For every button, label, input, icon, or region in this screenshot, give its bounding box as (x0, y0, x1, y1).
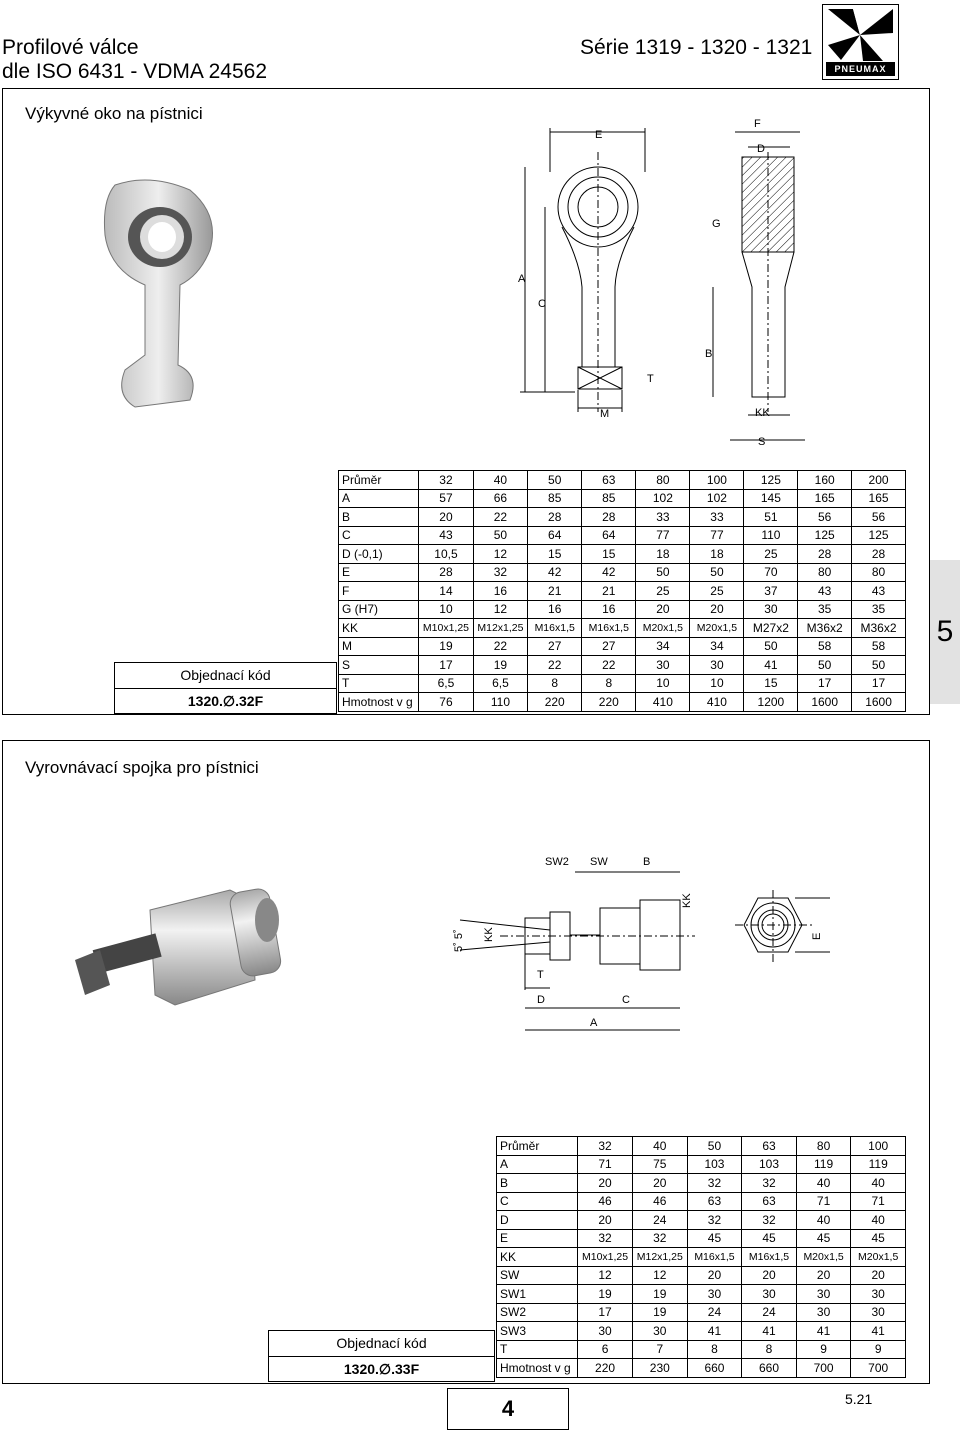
table-cell: 14 (419, 582, 473, 601)
table-cell: M20x1,5 (851, 1248, 906, 1267)
table-cell: 43 (798, 582, 852, 601)
table-cell: 71 (851, 1192, 906, 1211)
table-cell: 66 (473, 489, 527, 508)
table-cell: 10 (690, 674, 744, 693)
table-cell: 28 (528, 508, 582, 527)
table-cell: 34 (690, 637, 744, 656)
table-cell: 8 (528, 674, 582, 693)
table-cell: 20 (636, 600, 690, 619)
table-cell: 220 (582, 693, 636, 712)
table-cell: 19 (632, 1285, 687, 1304)
table-row (339, 619, 906, 638)
table-cell: 125 (798, 526, 852, 545)
table-cell: 660 (742, 1359, 797, 1378)
table-cell: 43 (419, 526, 473, 545)
dim-label-g: G (712, 218, 721, 230)
table-cell: 102 (636, 489, 690, 508)
table-cell: 30 (690, 656, 744, 675)
table-cell: 7 (632, 1340, 687, 1359)
dim-label-e2: E (811, 932, 823, 940)
table-cell: 25 (744, 545, 798, 564)
table-cell: 32 (742, 1211, 797, 1230)
table-cell: 33 (636, 508, 690, 527)
table-cell: 46 (578, 1192, 633, 1211)
table-cell: 85 (528, 489, 582, 508)
table-cell: 30 (632, 1322, 687, 1341)
table-cell: 42 (528, 563, 582, 582)
order-code-1: 1320.∅.32F (187, 693, 264, 709)
table-cell: 32 (632, 1229, 687, 1248)
table-cell: 6,5 (473, 674, 527, 693)
table-cell: 32 (578, 1229, 633, 1248)
page-box: 4 (447, 1388, 569, 1430)
table-cell: 1200 (744, 693, 798, 712)
table-cell: 35 (852, 600, 906, 619)
table-cell: 110 (744, 526, 798, 545)
table-cell: 37 (744, 582, 798, 601)
table-cell: 50 (473, 526, 527, 545)
table-cell: 119 (796, 1155, 851, 1174)
table-cell: 24 (687, 1303, 742, 1322)
table-cell: 165 (852, 489, 906, 508)
table-row (497, 1211, 906, 1230)
row-label: SW1 (497, 1285, 578, 1304)
table-cell: 17 (852, 674, 906, 693)
table-row (339, 600, 906, 619)
table-cell: 64 (582, 526, 636, 545)
table-cell: 15 (528, 545, 582, 564)
table-cell: 56 (852, 508, 906, 527)
table-cell: M20x1,5 (796, 1248, 851, 1267)
table-row (339, 674, 906, 693)
table-cell: 25 (636, 582, 690, 601)
table-cell: M36x2 (798, 619, 852, 638)
column-header: 50 (687, 1137, 742, 1156)
table-cell: M12x1,25 (632, 1248, 687, 1267)
table-cell: 700 (851, 1359, 906, 1378)
table-cell: 20 (796, 1266, 851, 1285)
table-cell: 77 (690, 526, 744, 545)
brand-logo (822, 4, 899, 80)
coupler-drawing (440, 850, 840, 1040)
table-cell: 25 (690, 582, 744, 601)
row-label: T (497, 1340, 578, 1359)
table-cell: 42 (582, 563, 636, 582)
table-cell: 50 (690, 563, 744, 582)
table-cell: 27 (582, 637, 636, 656)
table-cell: 45 (796, 1229, 851, 1248)
table-cell: 80 (852, 563, 906, 582)
chapter-tab: 5 (930, 560, 960, 704)
coupler-photo (55, 880, 295, 1030)
table-cell: 119 (851, 1155, 906, 1174)
row-label: B (339, 508, 419, 527)
dim-label-b: B (705, 348, 713, 360)
table-cell: 20 (578, 1174, 633, 1193)
table-cell: 41 (851, 1322, 906, 1341)
table-cell: 102 (690, 489, 744, 508)
table-cell: 30 (636, 656, 690, 675)
table-row (497, 1192, 906, 1211)
order-label-1: Objednací kód (115, 663, 336, 689)
spec-table-rod-eye (338, 470, 906, 712)
table-cell: 34 (636, 637, 690, 656)
dim-label-c: C (538, 298, 546, 310)
table-cell: M27x2 (744, 619, 798, 638)
column-header: 40 (473, 471, 527, 490)
table-header-row (339, 471, 906, 490)
row-label: E (339, 563, 419, 582)
header-label: Průměr (497, 1137, 578, 1156)
table-cell: 45 (851, 1229, 906, 1248)
table-cell: 24 (632, 1211, 687, 1230)
column-header: 40 (632, 1137, 687, 1156)
row-label: D (-0,1) (339, 545, 419, 564)
dim-label-a2: A (590, 1017, 598, 1029)
table-cell: 16 (582, 600, 636, 619)
table-cell: 230 (632, 1359, 687, 1378)
table-cell: 30 (796, 1303, 851, 1322)
table-cell: M16x1,5 (687, 1248, 742, 1267)
table-cell: 45 (742, 1229, 797, 1248)
table-cell: 17 (578, 1303, 633, 1322)
row-label: Hmotnost v g (339, 693, 419, 712)
table-row (339, 637, 906, 656)
title-line-1: Profilové válce (2, 36, 139, 59)
dim-label-sw: SW (590, 856, 608, 868)
table-cell: 71 (578, 1155, 633, 1174)
table-cell: M16x1,5 (582, 619, 636, 638)
table-cell: 22 (473, 637, 527, 656)
row-label: T (339, 674, 419, 693)
table-cell: 64 (528, 526, 582, 545)
dim-label-e: E (595, 129, 603, 141)
table-cell: 40 (851, 1174, 906, 1193)
dim-label-f: F (754, 118, 761, 130)
column-header: 63 (582, 471, 636, 490)
rod-eye-drawing (500, 112, 840, 452)
table-cell: 50 (744, 637, 798, 656)
table-cell: 41 (742, 1322, 797, 1341)
spec-table-coupler (496, 1136, 906, 1378)
table-cell: 700 (796, 1359, 851, 1378)
table-cell: 57 (419, 489, 473, 508)
table-cell: 71 (796, 1192, 851, 1211)
table-cell: 19 (578, 1285, 633, 1304)
table-row (497, 1229, 906, 1248)
table-cell: 103 (687, 1155, 742, 1174)
table-cell: 41 (687, 1322, 742, 1341)
dim-label-angle: 5˚ 5˚ (453, 929, 465, 952)
table-cell: M10x1,25 (419, 619, 473, 638)
row-label: A (497, 1155, 578, 1174)
order-code-2: 1320.∅.33F (343, 1361, 420, 1377)
column-header: 125 (744, 471, 798, 490)
table-cell: 15 (744, 674, 798, 693)
table-cell: 50 (852, 656, 906, 675)
table-row (497, 1155, 906, 1174)
table-row (339, 545, 906, 564)
table-cell: 21 (582, 582, 636, 601)
table-cell: 22 (528, 656, 582, 675)
table-cell: 27 (528, 637, 582, 656)
table-cell: 12 (578, 1266, 633, 1285)
document-title (2, 36, 267, 84)
dim-label-s: S (758, 436, 766, 448)
table-cell: 15 (582, 545, 636, 564)
table-cell: 660 (687, 1359, 742, 1378)
table-cell: 75 (632, 1155, 687, 1174)
table-row (339, 582, 906, 601)
order-label-2: Objednací kód (269, 1331, 494, 1357)
table-cell: M20x1,5 (636, 619, 690, 638)
row-label: G (H7) (339, 600, 419, 619)
table-cell: 22 (582, 656, 636, 675)
table-cell: 17 (419, 656, 473, 675)
dim-label-m: M (600, 408, 610, 420)
dim-label-t2: T (537, 969, 544, 981)
table-row (497, 1248, 906, 1267)
row-label: KK (497, 1248, 578, 1267)
table-row (497, 1303, 906, 1322)
table-cell: 30 (578, 1322, 633, 1341)
row-label: E (497, 1229, 578, 1248)
table-cell: 16 (473, 582, 527, 601)
table-cell: 1600 (798, 693, 852, 712)
table-cell: 30 (796, 1285, 851, 1304)
dim-label-kk: KK (755, 407, 770, 419)
row-label: B (497, 1174, 578, 1193)
table-cell: M12x1,25 (473, 619, 527, 638)
table-cell: 20 (419, 508, 473, 527)
table-cell: 20 (687, 1266, 742, 1285)
column-header: 63 (742, 1137, 797, 1156)
table-cell: 30 (742, 1285, 797, 1304)
table-cell: M10x1,25 (578, 1248, 633, 1267)
header-label: Průměr (339, 471, 419, 490)
dim-label-kk2-left: KK (483, 927, 495, 942)
table-cell: 70 (744, 563, 798, 582)
table-cell: 19 (419, 637, 473, 656)
table-cell: 12 (473, 545, 527, 564)
table-cell: 40 (851, 1211, 906, 1230)
table-cell: 76 (419, 693, 473, 712)
row-label: F (339, 582, 419, 601)
table-cell: 6,5 (419, 674, 473, 693)
table-cell: 110 (473, 693, 527, 712)
series-label: Série 1319 - 1320 - 1321 (580, 36, 813, 59)
table-cell: 40 (796, 1174, 851, 1193)
table-row (497, 1174, 906, 1193)
table-cell: 43 (852, 582, 906, 601)
table-cell: 410 (636, 693, 690, 712)
row-label: SW3 (497, 1322, 578, 1341)
table-cell: 30 (744, 600, 798, 619)
table-cell: 10 (636, 674, 690, 693)
table-cell: 50 (636, 563, 690, 582)
table-cell: 12 (473, 600, 527, 619)
row-label: S (339, 656, 419, 675)
table-cell: 410 (690, 693, 744, 712)
table-cell: 24 (742, 1303, 797, 1322)
table-cell: 28 (852, 545, 906, 564)
table-cell: 77 (636, 526, 690, 545)
section-rod-eye-title: Výkyvné oko na pístnici (25, 104, 203, 123)
table-cell: 20 (690, 600, 744, 619)
page-number: 5.21 (845, 1391, 873, 1407)
table-cell: 21 (528, 582, 582, 601)
table-cell: 8 (687, 1340, 742, 1359)
table-cell: 20 (578, 1211, 633, 1230)
table-row (497, 1285, 906, 1304)
table-row (497, 1266, 906, 1285)
table-cell: M16x1,5 (528, 619, 582, 638)
table-cell: 17 (798, 674, 852, 693)
table-cell: 35 (798, 600, 852, 619)
table-cell: 33 (690, 508, 744, 527)
table-cell: 220 (528, 693, 582, 712)
rod-eye-photo (60, 175, 240, 425)
table-cell: 10,5 (419, 545, 473, 564)
logo-text: PNEUMAX (826, 62, 895, 76)
dim-label-sw2: SW2 (545, 856, 569, 868)
table-cell: M16x1,5 (742, 1248, 797, 1267)
table-cell: 41 (796, 1322, 851, 1341)
table-row (339, 656, 906, 675)
table-cell: 20 (742, 1266, 797, 1285)
table-cell: 220 (578, 1359, 633, 1378)
table-cell: 46 (632, 1192, 687, 1211)
dim-label-t: T (647, 373, 654, 385)
table-cell: 41 (744, 656, 798, 675)
dim-label-a: A (518, 273, 526, 285)
row-label: SW (497, 1266, 578, 1285)
dim-label-d: D (757, 143, 765, 155)
row-label: C (497, 1192, 578, 1211)
table-cell: 103 (742, 1155, 797, 1174)
table-cell: 8 (582, 674, 636, 693)
table-cell: 50 (798, 656, 852, 675)
table-header-row (497, 1137, 906, 1156)
table-cell: 9 (796, 1340, 851, 1359)
row-label: M (339, 637, 419, 656)
row-label: SW2 (497, 1303, 578, 1322)
table-cell: 32 (687, 1174, 742, 1193)
dim-label-d2: D (537, 994, 545, 1006)
table-cell: 10 (419, 600, 473, 619)
table-cell: 6 (578, 1340, 633, 1359)
table-cell: M36x2 (852, 619, 906, 638)
dim-label-kk2-right: KK (681, 893, 693, 908)
table-row (339, 693, 906, 712)
row-label: KK (339, 619, 419, 638)
column-header: 32 (419, 471, 473, 490)
order-code-box-1 (114, 662, 337, 714)
table-cell: 28 (798, 545, 852, 564)
row-label: A (339, 489, 419, 508)
table-cell: 56 (798, 508, 852, 527)
column-header: 32 (578, 1137, 633, 1156)
pinwheel-logo-icon (823, 5, 898, 63)
column-header: 100 (851, 1137, 906, 1156)
table-cell: 80 (798, 563, 852, 582)
table-row (339, 563, 906, 582)
table-cell: 19 (632, 1303, 687, 1322)
table-cell: M20x1,5 (690, 619, 744, 638)
table-cell: 16 (528, 600, 582, 619)
table-cell: 30 (851, 1303, 906, 1322)
table-cell: 58 (798, 637, 852, 656)
table-cell: 12 (632, 1266, 687, 1285)
table-row (339, 489, 906, 508)
table-cell: 165 (798, 489, 852, 508)
column-header: 160 (798, 471, 852, 490)
dim-label-b2: B (643, 856, 651, 868)
table-cell: 58 (852, 637, 906, 656)
dim-label-c2: C (622, 994, 630, 1006)
table-cell: 63 (687, 1192, 742, 1211)
table-cell: 63 (742, 1192, 797, 1211)
column-header: 200 (852, 471, 906, 490)
table-cell: 125 (852, 526, 906, 545)
table-cell: 28 (419, 563, 473, 582)
table-row (339, 526, 906, 545)
table-cell: 32 (687, 1211, 742, 1230)
table-cell: 45 (687, 1229, 742, 1248)
table-cell: 22 (473, 508, 527, 527)
title-line-2: dle ISO 6431 - VDMA 24562 (2, 60, 267, 83)
table-cell: 18 (636, 545, 690, 564)
table-cell: 8 (742, 1340, 797, 1359)
table-row (497, 1340, 906, 1359)
column-header: 80 (636, 471, 690, 490)
order-code-box-2 (268, 1330, 495, 1382)
table-cell: 19 (473, 656, 527, 675)
row-label: Hmotnost v g (497, 1359, 578, 1378)
column-header: 80 (796, 1137, 851, 1156)
table-cell: 18 (690, 545, 744, 564)
table-cell: 1600 (852, 693, 906, 712)
table-cell: 51 (744, 508, 798, 527)
table-cell: 32 (742, 1174, 797, 1193)
table-cell: 9 (851, 1340, 906, 1359)
table-cell: 30 (687, 1285, 742, 1304)
table-cell: 20 (632, 1174, 687, 1193)
table-cell: 30 (851, 1285, 906, 1304)
table-cell: 85 (582, 489, 636, 508)
row-label: D (497, 1211, 578, 1230)
column-header: 50 (528, 471, 582, 490)
table-cell: 40 (796, 1211, 851, 1230)
column-header: 100 (690, 471, 744, 490)
row-label: C (339, 526, 419, 545)
section-coupler-title: Vyrovnávací spojka pro pístnici (25, 758, 259, 777)
table-cell: 32 (473, 563, 527, 582)
table-cell: 28 (582, 508, 636, 527)
table-row (497, 1322, 906, 1341)
table-row (339, 508, 906, 527)
table-row (497, 1359, 906, 1378)
table-cell: 145 (744, 489, 798, 508)
table-cell: 20 (851, 1266, 906, 1285)
